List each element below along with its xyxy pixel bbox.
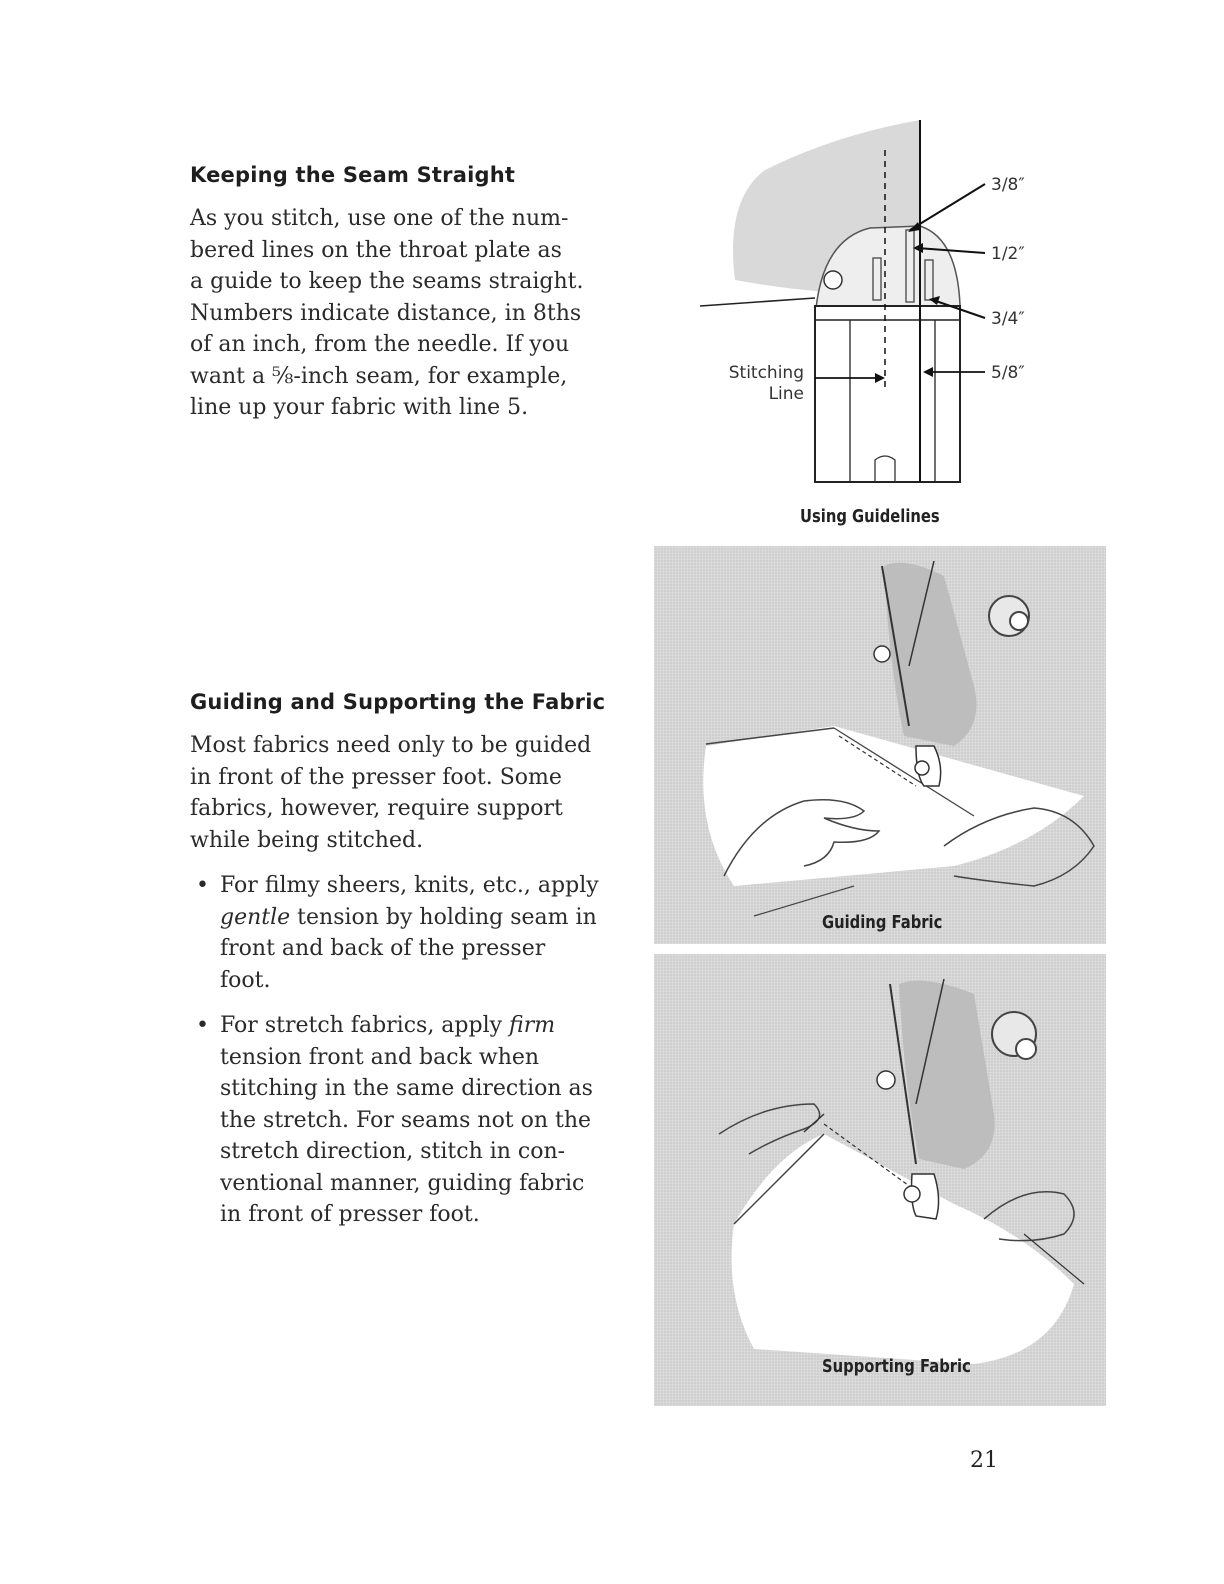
label-one-half: 1/2″	[991, 244, 1025, 264]
throat-plate-diagram	[695, 110, 1075, 500]
label-three-eighths: 3/8″	[991, 175, 1025, 195]
supporting-fabric-illustration	[654, 954, 1106, 1406]
label-line: Line	[768, 384, 804, 404]
label-five-eighths: 5/8″	[991, 363, 1025, 383]
bullet-line-start: For stretch fabrics, apply	[220, 1013, 510, 1038]
caption-using-guidelines: Using Guidelines	[800, 506, 940, 527]
label-three-quarters: 3/4″	[991, 309, 1025, 329]
seam-straight-paragraph	[190, 203, 626, 424]
bullet-line: tension front and back when	[220, 1044, 540, 1070]
bullet-marker: •	[196, 873, 209, 898]
paragraph-line: a guide to keep the seams straight.	[190, 269, 584, 294]
paragraph-line: want a ⅝-inch seam, for example,	[190, 363, 568, 389]
paragraph-line: Numbers indicate distance, in 8ths	[190, 300, 582, 326]
paragraph-line: in front of the presser foot. Some	[190, 764, 562, 790]
bullet-line: in front of presser foot.	[220, 1202, 480, 1227]
emphasis-firm: firm	[509, 1013, 556, 1038]
guiding-fabric-illustration	[654, 546, 1106, 944]
page-number: 21	[970, 1448, 998, 1473]
bullet-line-rest: tension by holding seam in	[290, 904, 597, 930]
paragraph-line: line up your fabric with line 5.	[190, 395, 529, 420]
bullet-line: stitching in the same direction as	[220, 1076, 593, 1101]
paragraph-line: of an inch, from the needle. If you	[190, 332, 570, 357]
label-stitching: Stitching	[728, 363, 804, 383]
bullet-line: stretch direction, stitch in con-	[220, 1139, 566, 1164]
bullet-stretch	[220, 1010, 593, 1231]
bullet-line: the stretch. For seams not on the	[220, 1107, 592, 1133]
emphasis-gentle: gentle	[220, 904, 291, 930]
bullet-line: ventional manner, guiding fabric	[220, 1170, 585, 1196]
section-heading-seam-straight: Keeping the Seam Straight	[190, 163, 516, 187]
paragraph-line: As you stitch, use one of the num-	[190, 206, 569, 231]
guiding-paragraph	[190, 730, 626, 856]
bullet-line: foot.	[220, 967, 271, 993]
bullet-line	[220, 902, 599, 934]
caption-guiding-fabric: Guiding Fabric	[822, 912, 943, 933]
paragraph-line: Most fabrics need only to be guided	[190, 733, 592, 758]
paragraph-line: while being stitched.	[190, 827, 424, 853]
paragraph-line: fabrics, however, require support	[190, 796, 563, 821]
paragraph-line: bered lines on the throat plate as	[190, 237, 562, 263]
bullet-line	[220, 1010, 593, 1042]
section-heading-guiding-supporting: Guiding and Supporting the Fabric	[190, 690, 606, 714]
bullet-sheers	[220, 870, 599, 996]
bullet-line: For filmy sheers, knits, etc., apply	[220, 873, 599, 898]
bullet-marker: •	[196, 1013, 209, 1038]
caption-supporting-fabric: Supporting Fabric	[822, 1356, 971, 1377]
bullet-line: front and back of the presser	[220, 936, 546, 961]
